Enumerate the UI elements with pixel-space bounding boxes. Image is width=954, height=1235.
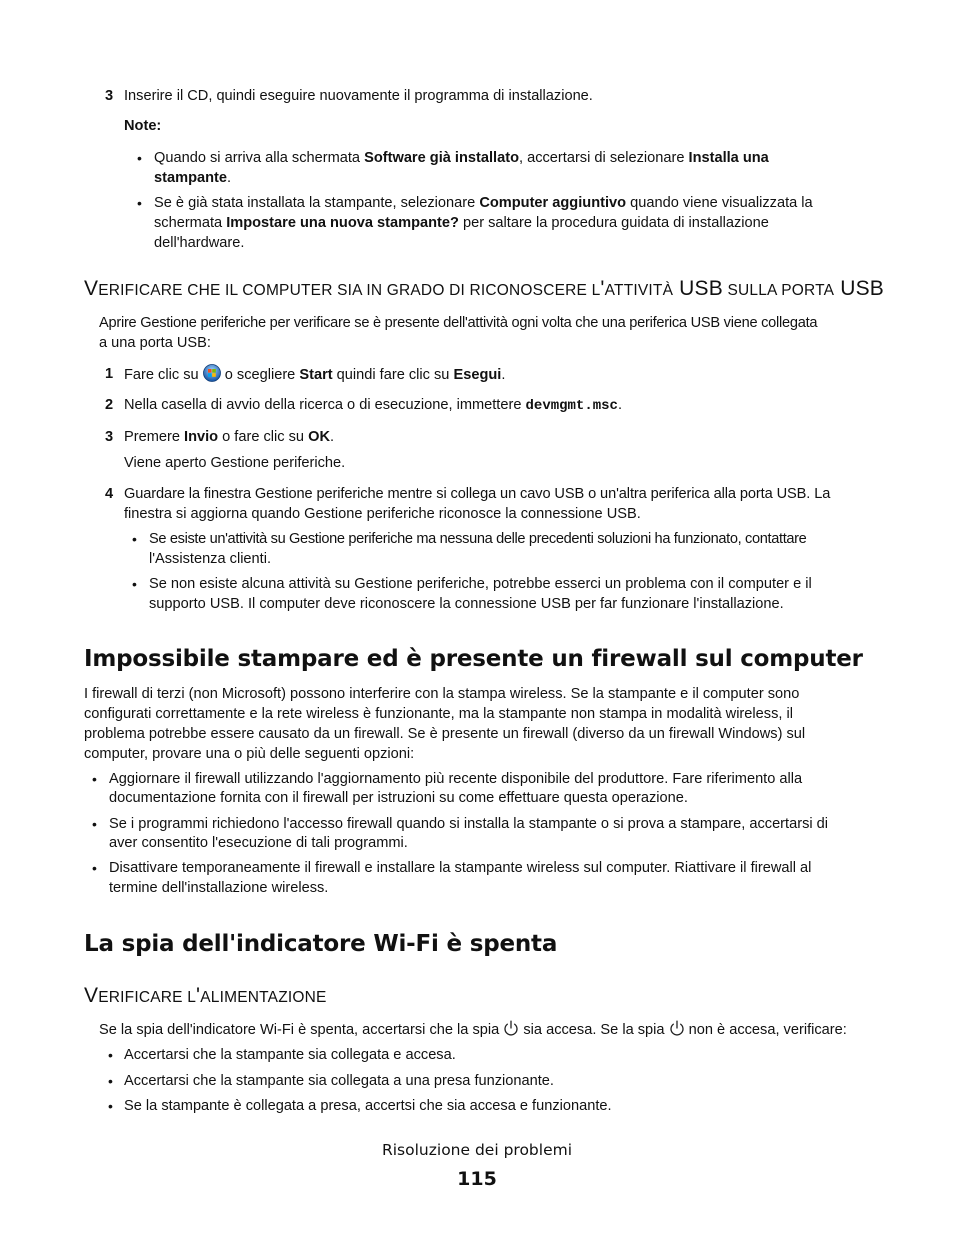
firewall-bullet-3-line-1: Disattivare temporaneamente il firewall e installare la stampante wireless sul computer. Riattivare il firewall al (109, 860, 812, 876)
step-number: 4 (105, 486, 114, 502)
usb-step-4-line-1: Guardare la finestra Gestione periferiche mentre si collega un cavo USB o un'altra periferica alla porta USB. La (124, 486, 831, 502)
bullet-mark: • (108, 1098, 113, 1114)
firewall-bullet-2-line-1: Se i programmi richiedono l'accesso firewall quando si installa la stampante o si prova a stampare, accertarsi di (109, 816, 829, 832)
note-bullet-1-line-1: Quando si arriva alla schermata Software già installato, accertarsi di selezionare Installa una (154, 150, 769, 166)
bullet-mark: • (92, 860, 97, 876)
usb-intro-line-1: Aprire Gestione periferiche per verificare se è presente dell'attività ogni volta che una periferica USB viene collegata (99, 315, 818, 331)
wifi-bullet-1: Accertarsi che la stampante sia collegata e accesa. (124, 1047, 456, 1063)
note-bullet-2-line-2: schermata Impostare una nuova stampante? per saltare la procedura guidata di installazione (154, 215, 769, 231)
usb-step-4-bullet-2-line-1: Se non esiste alcuna attività su Gestione periferiche, potrebbe esserci un problema con il computer e il (149, 576, 812, 592)
firewall-section-title: Impossibile stampare ed è presente un firewall sul computer (84, 646, 863, 672)
firewall-bullet-1-line-2: documentazione fornita con il firewall per istruzioni su come effettuare questa operazione. (109, 790, 688, 806)
note-bullet-2-line-1: Se è già stata installata la stampante, selezionare Computer aggiuntivo quando viene visualizzata la (154, 195, 813, 211)
firewall-paragraph-line-3: problema potrebbe essere causato da un firewall. Se è presente un firewall (diverso da un firewall Windows) sul (84, 726, 806, 742)
wifi-bullet-2: Accertarsi che la stampante sia collegata a una presa funzionante. (124, 1073, 554, 1089)
step-number: 2 (105, 397, 114, 413)
firewall-paragraph-line-1: I firewall di terzi (non Microsoft) possono interferire con la stampa wireless. Se la stampante e il computer sono (84, 686, 800, 702)
bullet-mark: • (137, 195, 142, 211)
usb-step-4-bullet-2-line-2: supporto USB. Il computer deve riconoscere la connessione USB per far funzionare l'installazione. (149, 596, 784, 612)
usb-step-2: Nella casella di avvio della ricerca o di esecuzione, immettere devmgmt.msc. (124, 397, 622, 414)
wifi-section-title: La spia dell'indicatore Wi-Fi è spenta (84, 931, 558, 957)
usb-step-4-line-2: finestra si aggiorna quando Gestione periferiche riconosce la connessione USB. (124, 506, 641, 522)
page-number: 115 (457, 1168, 497, 1190)
usb-step-3-result: Viene aperto Gestione periferiche. (124, 455, 346, 471)
usb-step-4-bullet-1-line-2: l'Assistenza clienti. (149, 551, 272, 567)
firewall-bullet-2-line-2: aver consentito l'esecuzione di tali programmi. (109, 835, 408, 851)
bullet-mark: • (108, 1047, 113, 1063)
wifi-bullet-3: Se la stampante è collegata a presa, accertsi che sia accesa e funzionante. (124, 1098, 612, 1114)
note-bullet-2-line-3: dell'hardware. (154, 235, 245, 251)
note-label: Note: (124, 118, 162, 134)
firewall-bullet-1-line-1: Aggiornare il firewall utilizzando l'aggiornamento più recente disponibile del produttore. Fare riferimento alla (109, 771, 803, 787)
bullet-mark: • (92, 816, 97, 832)
footer-section-name: Risoluzione dei problemi (381, 1141, 573, 1159)
bullet-mark: • (108, 1073, 113, 1089)
firewall-bullet-3-line-2: termine dell'installazione wireless. (109, 880, 329, 896)
windows-start-orb-icon (203, 364, 221, 388)
firewall-paragraph-line-4: computer, provare una o più delle seguenti opzioni: (84, 746, 415, 762)
wifi-paragraph: Se la spia dell'indicatore Wi-Fi è spenta, accertarsi che la spia sia accesa. Se la spia non è accesa, verificare: (99, 1020, 847, 1043)
step-text: Inserire il CD, quindi eseguire nuovamente il programma di installazione. (124, 88, 593, 104)
command-text: devmgmt.msc (525, 398, 618, 414)
step-number: 1 (105, 366, 114, 382)
bullet-mark: • (132, 576, 137, 592)
step-number: 3 (105, 88, 114, 104)
note-bullet-1-line-2: stampante. (154, 170, 232, 186)
bullet-mark: • (137, 150, 142, 166)
usb-step-1: Fare clic su o scegliere Start quindi fare clic su Esegui. (124, 364, 505, 388)
usb-section-heading: VERIFICARE CHE IL COMPUTER SIA IN GRADO DI RICONOSCERE L'ATTIVITÀ USB SULLA PORTA USB (84, 277, 885, 300)
power-check-heading: VERIFICARE L'ALIMENTAZIONE (84, 984, 327, 1007)
usb-step-4-bullet-1-line-1: Se esiste un'attività su Gestione periferiche ma nessuna delle precedenti soluzioni ha funzionato, contattare (149, 531, 807, 547)
usb-step-3: Premere Invio o fare clic su OK. (124, 429, 335, 445)
firewall-paragraph-line-2: configurati correttamente e la rete wireless è funzionante, ma la stampante non stampa in modalità wireless, il (84, 706, 793, 722)
step-number: 3 (105, 429, 114, 445)
power-icon (669, 1020, 685, 1043)
usb-intro-line-2: a una porta USB: (99, 335, 211, 351)
power-icon (503, 1020, 519, 1043)
bullet-mark: • (92, 771, 97, 787)
bullet-mark: • (132, 531, 137, 547)
